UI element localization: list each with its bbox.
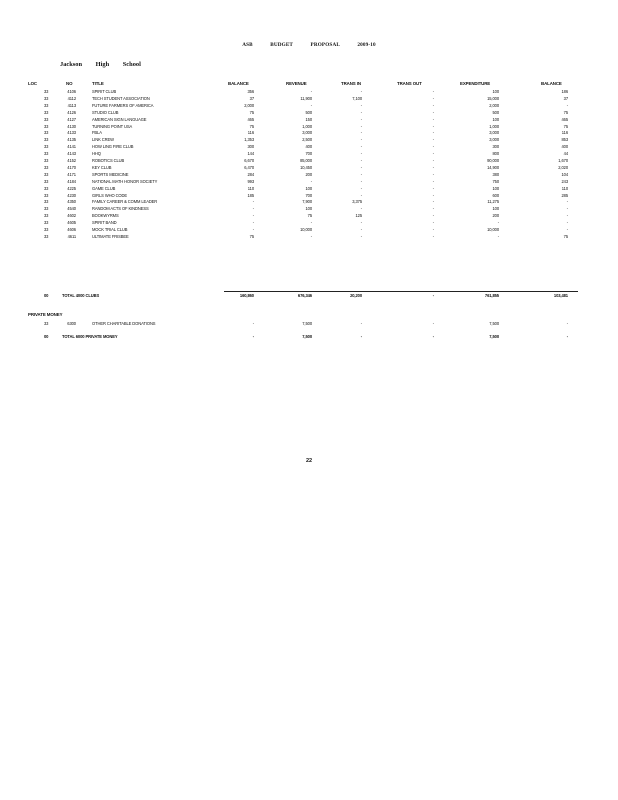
cell-balance: - bbox=[252, 220, 254, 226]
cell-trans-out: - bbox=[432, 213, 434, 219]
cell-no: 6300 bbox=[67, 321, 76, 326]
header-balance-end: BALANCE bbox=[541, 81, 562, 86]
cell-no: 4135 bbox=[67, 137, 76, 143]
cell-balance-end: - bbox=[566, 321, 568, 326]
cell-expenditure: 2,000 bbox=[489, 102, 499, 108]
cell-trans-out: - bbox=[432, 171, 434, 177]
total-expenditure: 7,500 bbox=[489, 334, 499, 339]
cell-title: STUDIO CLUB bbox=[92, 109, 119, 115]
private-total-row bbox=[0, 334, 618, 341]
title-part: PROPOSAL bbox=[310, 42, 340, 48]
cell-balance: 6,470 bbox=[244, 164, 254, 170]
cell-trans-out: - bbox=[432, 123, 434, 129]
total-trans-in: - bbox=[360, 334, 362, 339]
cell-loc: 33 bbox=[44, 89, 49, 94]
cell-balance-end: 75 bbox=[563, 233, 568, 239]
cell-expenditure: 500 bbox=[492, 109, 499, 115]
cell-trans-in: - bbox=[360, 116, 362, 122]
cell-trans-out: - bbox=[432, 199, 434, 205]
cell-trans-in: - bbox=[360, 192, 362, 198]
cell-expenditure: 10,000 bbox=[487, 227, 499, 232]
cell-balance: 75 bbox=[249, 123, 254, 129]
total-trans-out: - bbox=[432, 293, 434, 298]
cell-trans-out: - bbox=[432, 192, 434, 198]
private-money-heading: PRIVATE MONEY bbox=[28, 312, 63, 317]
total-trans-in: 20,200 bbox=[350, 293, 362, 298]
table-row bbox=[0, 234, 618, 241]
cell-revenue: - bbox=[310, 178, 312, 184]
total-balance-end: - bbox=[566, 334, 568, 339]
cell-trans-out: - bbox=[432, 130, 434, 136]
cell-loc: 33 bbox=[44, 171, 49, 177]
cell-expenditure: 100 bbox=[492, 185, 499, 191]
header-no: NO bbox=[66, 81, 73, 86]
cell-trans-in: - bbox=[360, 178, 362, 184]
cell-no: 4225 bbox=[67, 185, 76, 191]
title-part: 2009-10 bbox=[357, 42, 376, 48]
cell-trans-out: - bbox=[432, 185, 434, 191]
cell-no: 4143 bbox=[67, 151, 76, 157]
cell-title: FUTURE FARMERS OF AMERICA bbox=[92, 102, 154, 108]
cell-balance: 75 bbox=[249, 109, 254, 115]
cell-revenue: 150 bbox=[305, 116, 312, 122]
cell-trans-out: - bbox=[432, 206, 434, 212]
cell-trans-in: - bbox=[360, 123, 362, 129]
cell-trans-in: 7,100 bbox=[352, 95, 362, 101]
total-loc: 00 bbox=[44, 334, 49, 339]
clubs-total-row bbox=[0, 293, 618, 300]
cell-loc: 33 bbox=[44, 130, 49, 136]
cell-balance-end: - bbox=[566, 206, 568, 212]
cell-trans-out: - bbox=[432, 144, 434, 150]
cell-trans-out: - bbox=[432, 321, 434, 326]
cell-balance: 110 bbox=[247, 185, 254, 191]
total-loc: 00 bbox=[44, 293, 49, 298]
cell-trans-in: - bbox=[360, 137, 362, 143]
cell-trans-out: - bbox=[432, 109, 434, 115]
cell-no: 4602 bbox=[67, 213, 76, 219]
cell-balance: 356 bbox=[247, 89, 254, 94]
cell-balance-end: - bbox=[566, 102, 568, 108]
cell-title: AMERICAN SIGN LANGUAGE bbox=[92, 116, 147, 122]
cell-expenditure: - bbox=[497, 233, 499, 239]
cell-revenue: 100 bbox=[305, 206, 312, 212]
cell-no: 4350 bbox=[67, 199, 76, 205]
cell-expenditure: 600 bbox=[492, 192, 499, 198]
cell-title: HHQ bbox=[92, 151, 101, 157]
cell-balance-end: - bbox=[566, 227, 568, 232]
cell-balance-end: 116 bbox=[561, 130, 568, 136]
total-balance-end: 103,481 bbox=[553, 293, 568, 298]
cell-expenditure: 100 bbox=[492, 89, 499, 94]
cell-trans-in: - bbox=[360, 321, 362, 326]
cell-trans-out: - bbox=[432, 164, 434, 170]
total-rule bbox=[224, 291, 578, 292]
cell-loc: 33 bbox=[44, 123, 49, 129]
cell-expenditure: 100 bbox=[492, 206, 499, 212]
cell-no: 4112 bbox=[67, 95, 76, 101]
cell-no: 4540 bbox=[67, 206, 76, 212]
school-part: Jackson bbox=[60, 61, 83, 68]
cell-trans-in: - bbox=[360, 151, 362, 157]
cell-balance: 1,353 bbox=[244, 137, 254, 143]
cell-revenue: 400 bbox=[305, 144, 312, 150]
cell-no: 4605 bbox=[67, 220, 76, 226]
cell-loc: 33 bbox=[44, 185, 49, 191]
table-row bbox=[0, 321, 618, 328]
cell-balance-end: 75 bbox=[563, 109, 568, 115]
cell-no: 4133 bbox=[67, 130, 76, 136]
cell-trans-out: - bbox=[432, 233, 434, 239]
cell-loc: 33 bbox=[44, 164, 49, 170]
cell-loc: 33 bbox=[44, 321, 49, 326]
cell-title: ROBOTICS CLUB bbox=[92, 158, 125, 163]
cell-expenditure: 7,500 bbox=[489, 321, 499, 326]
school-part: High bbox=[95, 61, 110, 68]
cell-expenditure: 90,000 bbox=[487, 158, 499, 163]
cell-trans-in: - bbox=[360, 102, 362, 108]
school-name bbox=[60, 61, 153, 68]
cell-no: 4184 bbox=[67, 178, 76, 184]
cell-expenditure: 15,000 bbox=[487, 95, 499, 101]
cell-revenue: - bbox=[310, 102, 312, 108]
cell-revenue: 500 bbox=[305, 109, 312, 115]
cell-balance: - bbox=[252, 213, 254, 219]
header-title: TITLE bbox=[92, 81, 104, 86]
cell-trans-out: - bbox=[432, 178, 434, 184]
cell-revenue: 10,000 bbox=[300, 227, 312, 232]
cell-revenue: 11,900 bbox=[300, 95, 312, 101]
cell-trans-in: - bbox=[360, 206, 362, 212]
cell-balance: 116 bbox=[247, 130, 254, 136]
cell-trans-in: - bbox=[360, 109, 362, 115]
cell-expenditure: 100 bbox=[492, 116, 499, 122]
cell-trans-in: 3,375 bbox=[352, 199, 362, 205]
cell-title: HOW LING FIRE CLUB bbox=[92, 144, 134, 150]
cell-no: 4126 bbox=[67, 109, 76, 115]
cell-title: FBLA bbox=[92, 130, 102, 136]
header-trans-in: TRANS IN bbox=[341, 81, 361, 86]
cell-title: NATIONAL MATH HONOR SOCIETY bbox=[92, 178, 158, 184]
cell-trans-in: - bbox=[360, 233, 362, 239]
cell-balance-end: 2,020 bbox=[558, 164, 568, 170]
total-expenditure: 761,855 bbox=[484, 293, 499, 298]
cell-title: OTHER CHARITABLE DONATIONS bbox=[92, 321, 156, 326]
cell-balance-end: 400 bbox=[561, 144, 568, 150]
cell-title: SPIRIT BAND bbox=[92, 220, 117, 226]
cell-revenue: 700 bbox=[305, 151, 312, 157]
header-balance: BALANCE bbox=[228, 81, 249, 86]
cell-no: 4606 bbox=[67, 227, 76, 232]
total-title: TOTAL 6000 PRIVATE MONEY bbox=[62, 334, 118, 339]
cell-trans-in: - bbox=[360, 227, 362, 232]
cell-expenditure: 3,000 bbox=[489, 137, 499, 143]
cell-trans-out: - bbox=[432, 158, 434, 163]
cell-title: GIRLS WHO CODE bbox=[92, 192, 127, 198]
cell-balance-end: 37 bbox=[563, 95, 568, 101]
cell-balance: 75 bbox=[249, 233, 254, 239]
school-part: School bbox=[122, 61, 141, 68]
cell-expenditure: 300 bbox=[492, 144, 499, 150]
cell-title: GAME CLUB bbox=[92, 185, 116, 191]
cell-balance: 993 bbox=[247, 178, 254, 184]
cell-title: RANDOM ACTS OF KINDNESS bbox=[92, 206, 149, 212]
cell-no: 4127 bbox=[67, 116, 76, 122]
total-balance: 160,860 bbox=[239, 293, 254, 298]
total-title: TOTAL 4000 CLUBS bbox=[62, 293, 100, 298]
cell-balance: 37 bbox=[249, 95, 254, 101]
cell-balance: - bbox=[252, 199, 254, 205]
cell-loc: 33 bbox=[44, 213, 49, 219]
cell-no: 4611 bbox=[67, 233, 76, 239]
cell-revenue: 75 bbox=[307, 213, 312, 219]
cell-loc: 33 bbox=[44, 220, 49, 226]
header-loc: LOC bbox=[28, 81, 37, 86]
page-number: 22 bbox=[305, 458, 313, 464]
cell-trans-out: - bbox=[432, 137, 434, 143]
cell-revenue: 700 bbox=[305, 192, 312, 198]
cell-balance: - bbox=[252, 206, 254, 212]
cell-no: 4113 bbox=[67, 102, 76, 108]
cell-trans-out: - bbox=[432, 102, 434, 108]
total-revenue: 676,346 bbox=[297, 293, 312, 298]
header-trans-out: TRANS OUT bbox=[397, 81, 422, 86]
cell-balance-end: 104 bbox=[561, 171, 568, 177]
cell-revenue: 1,000 bbox=[302, 123, 312, 129]
cell-trans-in: - bbox=[360, 171, 362, 177]
cell-expenditure: 11,275 bbox=[487, 199, 499, 205]
cell-balance-end: 243 bbox=[561, 178, 568, 184]
cell-balance: 2,000 bbox=[244, 102, 254, 108]
cell-balance: 284 bbox=[247, 171, 254, 177]
title-part: ASB bbox=[242, 42, 253, 48]
cell-revenue: 100 bbox=[305, 185, 312, 191]
cell-revenue: - bbox=[310, 220, 312, 226]
cell-loc: 33 bbox=[44, 178, 49, 184]
cell-loc: 33 bbox=[44, 116, 49, 122]
cell-trans-in: 125 bbox=[355, 213, 362, 219]
cell-balance: 144 bbox=[247, 151, 254, 157]
cell-loc: 33 bbox=[44, 95, 49, 101]
cell-trans-in: - bbox=[360, 158, 362, 163]
cell-title: ULTIMATE FRISBEE bbox=[92, 233, 129, 239]
cell-no: 4130 bbox=[67, 123, 76, 129]
cell-balance-end: 110 bbox=[561, 185, 568, 191]
cell-loc: 33 bbox=[44, 192, 49, 198]
cell-revenue: 2,500 bbox=[302, 137, 312, 143]
cell-loc: 33 bbox=[44, 158, 49, 163]
cell-revenue: 3,000 bbox=[302, 130, 312, 136]
cell-balance-end: 853 bbox=[561, 137, 568, 143]
header-revenue: REVENUE bbox=[286, 81, 307, 86]
cell-balance-end: 465 bbox=[561, 116, 568, 122]
cell-trans-out: - bbox=[432, 89, 434, 94]
cell-trans-in: - bbox=[360, 185, 362, 191]
cell-revenue: - bbox=[310, 233, 312, 239]
cell-no: 4230 bbox=[67, 192, 76, 198]
cell-trans-in: - bbox=[360, 144, 362, 150]
cell-trans-out: - bbox=[432, 227, 434, 232]
cell-balance: 6,670 bbox=[244, 158, 254, 163]
cell-no: 4170 bbox=[67, 164, 76, 170]
cell-no: 4152 bbox=[67, 158, 76, 163]
document-title bbox=[0, 42, 618, 48]
cell-expenditure: 3,000 bbox=[489, 130, 499, 136]
cell-expenditure: 800 bbox=[492, 151, 499, 157]
cell-balance: - bbox=[252, 227, 254, 232]
cell-trans-in: - bbox=[360, 220, 362, 226]
cell-balance: 465 bbox=[247, 116, 254, 122]
cell-trans-in: - bbox=[360, 130, 362, 136]
cell-expenditure: - bbox=[497, 220, 499, 226]
cell-expenditure: 380 bbox=[492, 171, 499, 177]
cell-title: KEY CLUB bbox=[92, 164, 112, 170]
cell-loc: 33 bbox=[44, 227, 49, 232]
cell-title: BOOKWYRMS bbox=[92, 213, 119, 219]
cell-expenditure: 1,000 bbox=[489, 123, 499, 129]
cell-loc: 33 bbox=[44, 102, 49, 108]
cell-title: TECH STUDENT ASSOCIATION bbox=[92, 95, 150, 101]
cell-revenue: 7,900 bbox=[302, 199, 312, 205]
cell-balance-end: - bbox=[566, 220, 568, 226]
cell-expenditure: 200 bbox=[492, 213, 499, 219]
title-part: BUDGET bbox=[270, 42, 294, 48]
cell-balance-end: 75 bbox=[563, 123, 568, 129]
cell-expenditure: 750 bbox=[492, 178, 499, 184]
cell-title: TURNING POINT USA bbox=[92, 123, 133, 129]
cell-revenue: 85,000 bbox=[300, 158, 312, 163]
cell-trans-out: - bbox=[432, 95, 434, 101]
header-expenditure: EXPENDITURE bbox=[460, 81, 491, 86]
cell-loc: 33 bbox=[44, 109, 49, 115]
cell-balance-end: 44 bbox=[563, 151, 568, 157]
cell-title: SPIRIT CLUB bbox=[92, 89, 117, 94]
cell-trans-in: - bbox=[360, 164, 362, 170]
cell-revenue: 200 bbox=[305, 171, 312, 177]
cell-title: LINK CREW bbox=[92, 137, 114, 143]
cell-balance: 185 bbox=[247, 192, 254, 198]
total-revenue: 7,500 bbox=[302, 334, 312, 339]
cell-loc: 33 bbox=[44, 199, 49, 205]
cell-balance-end: 186 bbox=[561, 89, 568, 94]
cell-balance-end: - bbox=[566, 199, 568, 205]
table-header-row bbox=[0, 81, 618, 89]
cell-no: 4171 bbox=[67, 171, 76, 177]
cell-revenue: - bbox=[310, 89, 312, 94]
cell-balance-end: 1,670 bbox=[558, 158, 568, 163]
cell-title: SPORTS MEDICINE bbox=[92, 171, 129, 177]
cell-loc: 33 bbox=[44, 233, 49, 239]
cell-trans-in: - bbox=[360, 89, 362, 94]
cell-trans-out: - bbox=[432, 151, 434, 157]
cell-balance: - bbox=[252, 321, 254, 326]
cell-loc: 33 bbox=[44, 137, 49, 143]
cell-trans-out: - bbox=[432, 220, 434, 226]
total-trans-out: - bbox=[432, 334, 434, 339]
cell-balance-end: 285 bbox=[561, 192, 568, 198]
cell-no: 4141 bbox=[67, 144, 76, 150]
cell-revenue: 10,450 bbox=[300, 164, 312, 170]
cell-balance: 300 bbox=[247, 144, 254, 150]
cell-loc: 33 bbox=[44, 144, 49, 150]
cell-title: MOCK TRIAL CLUB bbox=[92, 227, 128, 232]
cell-loc: 33 bbox=[44, 151, 49, 157]
cell-expenditure: 14,900 bbox=[487, 164, 499, 170]
cell-loc: 33 bbox=[44, 206, 49, 212]
cell-revenue: 7,500 bbox=[302, 321, 312, 326]
cell-balance-end: - bbox=[566, 213, 568, 219]
total-balance: - bbox=[252, 334, 254, 339]
cell-trans-out: - bbox=[432, 116, 434, 122]
cell-title: FAMILY CAREER & COMM LEADER bbox=[92, 199, 158, 205]
cell-no: 4106 bbox=[67, 89, 76, 94]
